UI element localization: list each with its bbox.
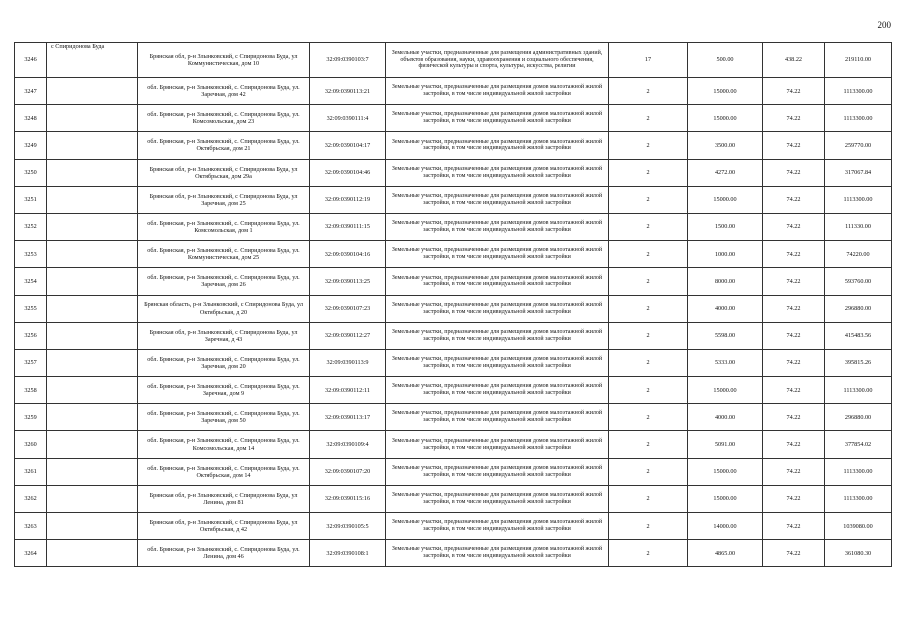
cadastral-value-cell: 1039080.00: [825, 513, 892, 540]
table-row: [15, 485, 892, 512]
land-purpose-cell: Земельные участки, предназначенные для размещения домов малоэтажной жилой застройки, в том числе индивидуальной жилой застройки: [386, 241, 609, 268]
table-row: [15, 105, 892, 132]
land-purpose-cell: Земельные участки, предназначенные для размещения домов малоэтажной жилой застройки, в том числе индивидуальной жилой застройки: [386, 458, 609, 485]
group-cell: 2: [609, 485, 688, 512]
address-cell: обл. Брянская, р-н Злынковский, с. Спиридонова Буда, ул. Комсомольская, дом 14: [138, 431, 310, 458]
group-cell: 2: [609, 431, 688, 458]
cadastral-number-cell: 32:09:0390112:19: [310, 186, 386, 213]
cadastral-value-cell: 296880.00: [825, 295, 892, 322]
row-number-cell: 3254: [15, 268, 47, 295]
group-cell: 2: [609, 159, 688, 186]
table-row: [15, 295, 892, 322]
cadastral-value-cell: 593760.00: [825, 268, 892, 295]
area-cell: 500.00: [688, 43, 763, 78]
area-cell: 15000.00: [688, 105, 763, 132]
cadastral-value-cell: 1113300.00: [825, 105, 892, 132]
table-row: [15, 458, 892, 485]
specific-value-cell: 74.22: [763, 540, 825, 567]
area-cell: 5598.00: [688, 322, 763, 349]
table-row: [15, 540, 892, 567]
specific-value-cell: 74.22: [763, 349, 825, 376]
row-number-cell: 3259: [15, 404, 47, 431]
cadastral-value-cell: 1113300.00: [825, 186, 892, 213]
row-number-cell: 3257: [15, 349, 47, 376]
cadastral-number-cell: 32:09:0390113:21: [310, 78, 386, 105]
area-cell: 15000.00: [688, 78, 763, 105]
row-number-cell: 3260: [15, 431, 47, 458]
land-purpose-cell: Земельные участки, предназначенные для размещения домов малоэтажной жилой застройки, в том числе индивидуальной жилой застройки: [386, 78, 609, 105]
cadastral-value-cell: 111330.00: [825, 213, 892, 240]
land-purpose-cell: Земельные участки, предназначенные для размещения домов малоэтажной жилой застройки, в том числе индивидуальной жилой застройки: [386, 377, 609, 404]
address-cell: обл. Брянская, р-н Злынковский, с. Спиридонова Буда, ул. Заречная, дом 26: [138, 268, 310, 295]
cadastral-value-cell: 317067.84: [825, 159, 892, 186]
table-row: [15, 404, 892, 431]
specific-value-cell: 74.22: [763, 186, 825, 213]
locality-cell: с Спиридонова Буда: [47, 43, 138, 78]
table-body: [15, 43, 892, 567]
area-cell: 3500.00: [688, 132, 763, 159]
locality-cell: [47, 485, 138, 512]
cadastral-number-cell: 32:09:0390113:9: [310, 349, 386, 376]
cadastral-number-cell: 32:09:0390111:15: [310, 213, 386, 240]
cadastral-value-cell: 296880.00: [825, 404, 892, 431]
group-cell: 17: [609, 43, 688, 78]
locality-cell: [47, 322, 138, 349]
page-number: 200: [877, 20, 891, 30]
specific-value-cell: 74.22: [763, 431, 825, 458]
specific-value-cell: 74.22: [763, 132, 825, 159]
land-purpose-cell: Земельные участки, предназначенные для размещения домов малоэтажной жилой застройки, в том числе индивидуальной жилой застройки: [386, 295, 609, 322]
address-cell: обл. Брянская, р-н Злынковский, с. Спиридонова Буда, ул. Октябрьская, дом 14: [138, 458, 310, 485]
locality-cell: [47, 404, 138, 431]
land-purpose-cell: Земельные участки, предназначенные для размещения домов малоэтажной жилой застройки, в том числе индивидуальной жилой застройки: [386, 404, 609, 431]
land-purpose-cell: Земельные участки, предназначенные для размещения домов малоэтажной жилой застройки, в том числе индивидуальной жилой застройки: [386, 132, 609, 159]
cadastral-value-cell: 377854.02: [825, 431, 892, 458]
cadastral-value-cell: 1113300.00: [825, 78, 892, 105]
land-purpose-cell: Земельные участки, предназначенные для размещения домов малоэтажной жилой застройки, в том числе индивидуальной жилой застройки: [386, 540, 609, 567]
locality-cell: [47, 159, 138, 186]
land-purpose-cell: Земельные участки, предназначенные для размещения домов малоэтажной жилой застройки, в том числе индивидуальной жилой застройки: [386, 268, 609, 295]
cadastral-number-cell: 32:09:0390103:7: [310, 43, 386, 78]
locality-cell: [47, 268, 138, 295]
table-row: [15, 349, 892, 376]
table-row: [15, 132, 892, 159]
locality-cell: [47, 241, 138, 268]
specific-value-cell: 74.22: [763, 513, 825, 540]
locality-cell: [47, 78, 138, 105]
row-number-cell: 3252: [15, 213, 47, 240]
group-cell: 2: [609, 105, 688, 132]
cadastral-value-cell: 219110.00: [825, 43, 892, 78]
land-purpose-cell: Земельные участки, предназначенные для размещения домов малоэтажной жилой застройки, в том числе индивидуальной жилой застройки: [386, 485, 609, 512]
address-cell: Брянская обл, р-н Злынковский, с Спиридонова Буда, ул Заречная, д 43: [138, 322, 310, 349]
specific-value-cell: 74.22: [763, 458, 825, 485]
locality-cell: [47, 349, 138, 376]
group-cell: 2: [609, 132, 688, 159]
group-cell: 2: [609, 540, 688, 567]
area-cell: 15000.00: [688, 377, 763, 404]
address-cell: обл. Брянская, р-н Злынковский, с. Спиридонова Буда, ул. Октябрьская, дом 21: [138, 132, 310, 159]
address-cell: Брянская обл, р-н Злынковский, с Спиридонова Буда, ул Ленина, дом 81: [138, 485, 310, 512]
table-row: [15, 322, 892, 349]
cadastral-number-cell: 32:09:0390111:4: [310, 105, 386, 132]
specific-value-cell: 438.22: [763, 43, 825, 78]
cadastral-value-cell: 1113300.00: [825, 458, 892, 485]
locality-cell: [47, 513, 138, 540]
land-purpose-cell: Земельные участки, предназначенные для размещения домов малоэтажной жилой застройки, в том числе индивидуальной жилой застройки: [386, 186, 609, 213]
row-number-cell: 3256: [15, 322, 47, 349]
locality-cell: [47, 213, 138, 240]
land-purpose-cell: Земельные участки, предназначенные для размещения домов малоэтажной жилой застройки, в том числе индивидуальной жилой застройки: [386, 349, 609, 376]
locality-cell: [47, 186, 138, 213]
land-purpose-cell: Земельные участки, предназначенные для размещения домов малоэтажной жилой застройки, в том числе индивидуальной жилой застройки: [386, 213, 609, 240]
specific-value-cell: 74.22: [763, 241, 825, 268]
cadastral-number-cell: 32:09:0390107:23: [310, 295, 386, 322]
cadastral-number-cell: 32:09:0390112:27: [310, 322, 386, 349]
area-cell: 14000.00: [688, 513, 763, 540]
land-purpose-cell: Земельные участки, предназначенные для размещения домов малоэтажной жилой застройки, в том числе индивидуальной жилой застройки: [386, 159, 609, 186]
row-number-cell: 3251: [15, 186, 47, 213]
area-cell: 8000.00: [688, 268, 763, 295]
table-row: [15, 268, 892, 295]
table-row: [15, 159, 892, 186]
address-cell: обл. Брянская, р-н Злынковский, с. Спиридонова Буда, ул. Заречная, дом 50: [138, 404, 310, 431]
specific-value-cell: 74.22: [763, 404, 825, 431]
specific-value-cell: 74.22: [763, 268, 825, 295]
locality-cell: [47, 377, 138, 404]
address-cell: обл. Брянская, р-н Злынковский, с. Спиридонова Буда, ул. Комсомольская, дом 1: [138, 213, 310, 240]
group-cell: 2: [609, 186, 688, 213]
locality-cell: [47, 105, 138, 132]
cadastral-value-cell: 74220.00: [825, 241, 892, 268]
cadastral-value-cell: 395815.26: [825, 349, 892, 376]
area-cell: 4000.00: [688, 295, 763, 322]
specific-value-cell: 74.22: [763, 322, 825, 349]
cadastral-value-cell: 361080.30: [825, 540, 892, 567]
address-cell: обл. Брянская, р-н Злынковский, с. Спиридонова Буда, ул. Заречная, дом 9: [138, 377, 310, 404]
cadastral-number-cell: 32:09:0390104:17: [310, 132, 386, 159]
group-cell: 2: [609, 349, 688, 376]
table-row: [15, 513, 892, 540]
group-cell: 2: [609, 377, 688, 404]
group-cell: 2: [609, 295, 688, 322]
row-number-cell: 3246: [15, 43, 47, 78]
row-number-cell: 3261: [15, 458, 47, 485]
table-row: [15, 213, 892, 240]
table-row: [15, 241, 892, 268]
address-cell: обл. Брянская, р-н Злынковский, с. Спиридонова Буда, ул. Заречная, дом 42: [138, 78, 310, 105]
cadastral-value-cell: 1113300.00: [825, 485, 892, 512]
table-row: [15, 78, 892, 105]
group-cell: 2: [609, 78, 688, 105]
cadastral-number-cell: 32:09:0390105:5: [310, 513, 386, 540]
area-cell: 15000.00: [688, 186, 763, 213]
cadastral-number-cell: 32:09:0390112:11: [310, 377, 386, 404]
group-cell: 2: [609, 268, 688, 295]
address-cell: обл. Брянская, р-н Злынковский, с. Спиридонова Буда, ул. Комсомольская, дом 23: [138, 105, 310, 132]
area-cell: 5091.00: [688, 431, 763, 458]
specific-value-cell: 74.22: [763, 78, 825, 105]
land-purpose-cell: Земельные участки, предназначенные для размещения домов малоэтажной жилой застройки, в том числе индивидуальной жилой застройки: [386, 322, 609, 349]
specific-value-cell: 74.22: [763, 105, 825, 132]
address-cell: Брянская обл, р-н Злынковский, с Спиридонова Буда, ул Октябрьская, д 42: [138, 513, 310, 540]
row-number-cell: 3253: [15, 241, 47, 268]
row-number-cell: 3250: [15, 159, 47, 186]
land-purpose-cell: Земельные участки, предназначенные для размещения домов малоэтажной жилой застройки, в том числе индивидуальной жилой застройки: [386, 105, 609, 132]
cadastral-number-cell: 32:09:0390108:1: [310, 540, 386, 567]
cadastral-value-cell: 259770.00: [825, 132, 892, 159]
address-cell: Брянская обл, р-н Злынковский, с Спиридонова Буда, ул Октябрьская, дом 29а: [138, 159, 310, 186]
row-number-cell: 3255: [15, 295, 47, 322]
area-cell: 1000.00: [688, 241, 763, 268]
area-cell: 4000.00: [688, 404, 763, 431]
group-cell: 2: [609, 213, 688, 240]
cadastral-number-cell: 32:09:0390104:46: [310, 159, 386, 186]
land-purpose-cell: Земельные участки, предназначенные для размещения домов малоэтажной жилой застройки, в том числе индивидуальной жилой застройки: [386, 513, 609, 540]
cadastral-value-table: [14, 42, 892, 567]
table-row: [15, 431, 892, 458]
address-cell: Брянская обл, р-н Злынковский, с Спиридонова Буда, ул Коммунистическая, дом 10: [138, 43, 310, 78]
area-cell: 4865.00: [688, 540, 763, 567]
row-number-cell: 3249: [15, 132, 47, 159]
cadastral-value-cell: 1113300.00: [825, 377, 892, 404]
cadastral-value-cell: 415483.56: [825, 322, 892, 349]
cadastral-number-cell: 32:09:0390113:25: [310, 268, 386, 295]
locality-cell: [47, 295, 138, 322]
group-cell: 2: [609, 404, 688, 431]
group-cell: 2: [609, 241, 688, 268]
cadastral-number-cell: 32:09:0390104:16: [310, 241, 386, 268]
cadastral-number-cell: 32:09:0390113:17: [310, 404, 386, 431]
table-row: [15, 43, 892, 78]
cadastral-number-cell: 32:09:0390109:4: [310, 431, 386, 458]
locality-cell: [47, 458, 138, 485]
row-number-cell: 3247: [15, 78, 47, 105]
cadastral-number-cell: 32:09:0390107:20: [310, 458, 386, 485]
group-cell: 2: [609, 458, 688, 485]
locality-cell: [47, 540, 138, 567]
row-number-cell: 3258: [15, 377, 47, 404]
address-cell: обл. Брянская, р-н Злынковский, с. Спиридонова Буда, ул. Коммунистическая, дом 25: [138, 241, 310, 268]
area-cell: 15000.00: [688, 458, 763, 485]
address-cell: обл. Брянская, р-н Злынковский, с. Спиридонова Буда, ул. Ленина, дом 46: [138, 540, 310, 567]
specific-value-cell: 74.22: [763, 377, 825, 404]
specific-value-cell: 74.22: [763, 159, 825, 186]
specific-value-cell: 74.22: [763, 295, 825, 322]
table-row: [15, 377, 892, 404]
land-purpose-cell: Земельные участки, предназначенные для размещения административных зданий, объектов образования, науки, здравоохранения и социального обеспечения, физической культуры и спорта, культуры, искусства, религии: [386, 43, 609, 78]
row-number-cell: 3263: [15, 513, 47, 540]
area-cell: 1500.00: [688, 213, 763, 240]
address-cell: Брянская область, р-н Злынковский, с Спиридонова Буда, ул Октябрьская, д 20: [138, 295, 310, 322]
row-number-cell: 3264: [15, 540, 47, 567]
area-cell: 15000.00: [688, 485, 763, 512]
address-cell: обл. Брянская, р-н Злынковский, с. Спиридонова Буда, ул. Заречная, дом 20: [138, 349, 310, 376]
row-number-cell: 3248: [15, 105, 47, 132]
locality-cell: [47, 431, 138, 458]
row-number-cell: 3262: [15, 485, 47, 512]
group-cell: 2: [609, 322, 688, 349]
table-row: [15, 186, 892, 213]
specific-value-cell: 74.22: [763, 485, 825, 512]
area-cell: 4272.00: [688, 159, 763, 186]
group-cell: 2: [609, 513, 688, 540]
address-cell: Брянская обл, р-н Злынковский, с Спиридонова Буда, ул Заречная, дом 25: [138, 186, 310, 213]
locality-cell: [47, 132, 138, 159]
specific-value-cell: 74.22: [763, 213, 825, 240]
land-purpose-cell: Земельные участки, предназначенные для размещения домов малоэтажной жилой застройки, в том числе индивидуальной жилой застройки: [386, 431, 609, 458]
area-cell: 5333.00: [688, 349, 763, 376]
cadastral-number-cell: 32:09:0390115:16: [310, 485, 386, 512]
